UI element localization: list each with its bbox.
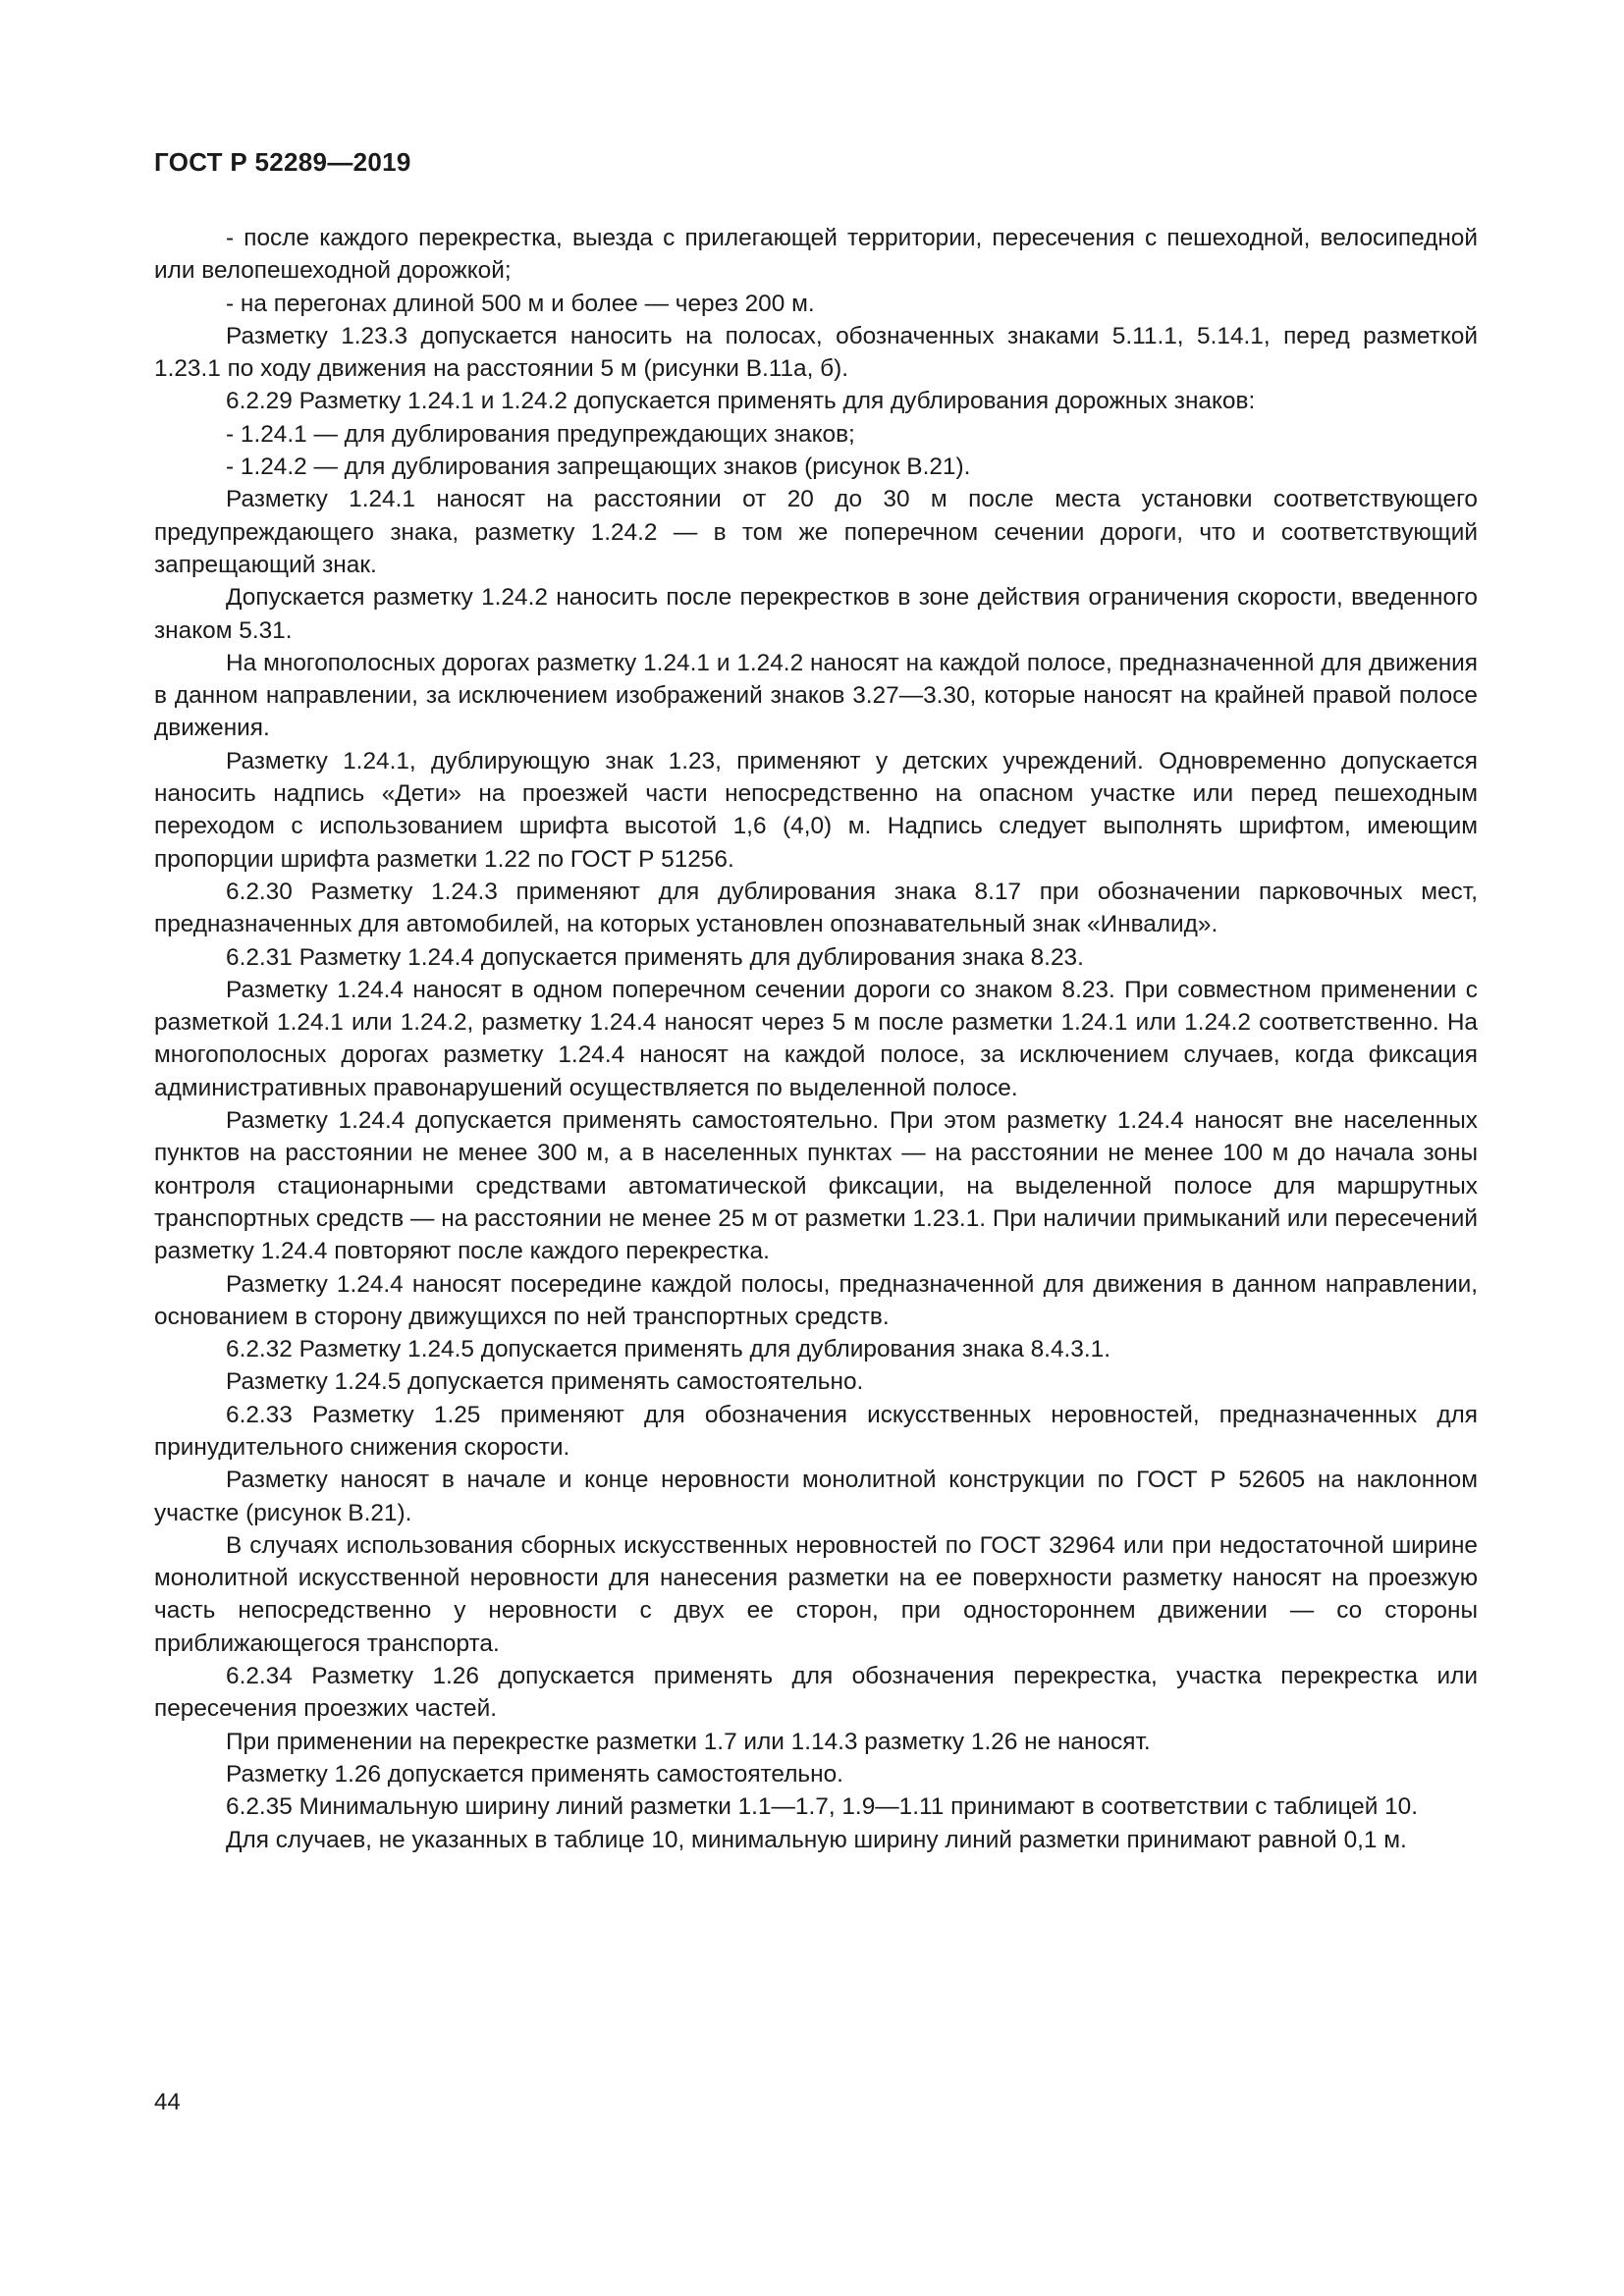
paragraph: 6.2.34 Разметку 1.26 допускается применять для обозначения перекрестка, участка перекрестка или пересечения проезжих частей.	[154, 1663, 1478, 1723]
paragraph: Разметку 1.26 допускается применять самостоятельно.	[226, 1760, 843, 1788]
paragraph: Разметку 1.24.4 наносят в одном поперечном сечении дороги со знаком 8.23. При совместном применении с разметкой 1.24.1 или 1.24.2, разметку 1.24.4 наносят через 5 м после разметки 1.24.1 или 1.24.2 соответственно. На многополосных дорогах разметку 1.24.4 наносят на каждой полосе, за исключением случаев, когда фиксация административных правонарушений осуществляется по выделенной полосе.	[154, 976, 1478, 1101]
document-header: ГОСТ Р 52289—2019	[154, 147, 411, 177]
paragraph: - после каждого перекрестка, выезда с прилегающей территории, пересечения с пешеходной, велосипедной или велопешеходной дорожкой;	[154, 225, 1478, 285]
paragraph: 6.2.29 Разметку 1.24.1 и 1.24.2 допускается применять для дублирования дорожных знаков:	[226, 388, 1256, 415]
paragraph: - 1.24.1 — для дублирования предупреждающих знаков;	[226, 420, 855, 448]
paragraph: 6.2.32 Разметку 1.24.5 допускается применять для дублирования знака 8.4.3.1.	[226, 1336, 1110, 1363]
paragraph: Для случаев, не указанных в таблице 10, минимальную ширину линий разметки принимают равной 0,1 м.	[226, 1826, 1407, 1853]
paragraph: Разметку 1.24.1 наносят на расстоянии от 20 до 30 м после места установки соответствующего предупреждающего знака, разметку 1.24.2 — в том же поперечном сечении дороги, что и соответствующий запрещающий знак.	[154, 486, 1478, 578]
paragraph: 6.2.30 Разметку 1.24.3 применяют для дублирования знака 8.17 при обозначении парковочных мест, предназначенных для автомобилей, на которых установлен опознавательный знак «Инвалид».	[154, 878, 1478, 938]
page-number: 44	[154, 2089, 181, 2115]
paragraph: 6.2.33 Разметку 1.25 применяют для обозначения искусственных неровностей, предназначенных для принудительного снижения скорости.	[154, 1401, 1478, 1461]
paragraph: Разметку 1.24.4 наносят посередине каждой полосы, предназначенной для движения в данном направлении, основанием в сторону движущихся по ней транспортных средств.	[154, 1270, 1478, 1330]
paragraph: Разметку 1.24.5 допускается применять самостоятельно.	[226, 1368, 864, 1396]
paragraph: Допускается разметку 1.24.2 наносить после перекрестков в зоне действия ограничения скорости, введенного знаком 5.31.	[154, 584, 1478, 644]
paragraph: На многополосных дорогах разметку 1.24.1 и 1.24.2 наносят на каждой полосе, предназначенной для движения в данном направлении, за исключением изображений знаков 3.27—3.30, которые наносят на крайней правой полосе движения.	[154, 649, 1478, 742]
document-body	[154, 222, 1478, 1856]
paragraph: Разметку 1.23.3 допускается наносить на полосах, обозначенных знаками 5.11.1, 5.14.1, перед разметкой 1.23.1 по ходу движения на расстоянии 5 м (рисунки В.11а, б).	[154, 322, 1478, 383]
paragraph: При применении на перекрестке разметки 1.7 или 1.14.3 разметку 1.26 не наносят.	[226, 1728, 1151, 1755]
paragraph: Разметку 1.24.1, дублирующую знак 1.23, применяют у детских учреждений. Одновременно допускается наносить надпись «Дети» на проезжей части непосредственно на опасном участке или перед пешеходным переходом с использованием шрифта высотой 1,6 (4,0) м. Надпись следует выполнять шрифтом, имеющим пропорции шрифта разметки 1.22 по ГОСТ Р 51256.	[154, 747, 1478, 873]
paragraph: 6.2.35 Минимальную ширину линий разметки 1.1—1.7, 1.9—1.11 принимают в соответствии с таблицей 10.	[226, 1793, 1419, 1821]
paragraph: - 1.24.2 — для дублирования запрещающих знаков (рисунок В.21).	[226, 454, 971, 481]
paragraph: 6.2.31 Разметку 1.24.4 допускается применять для дублирования знака 8.23.	[226, 943, 1084, 971]
paragraph: В случаях использования сборных искусственных неровностей по ГОСТ 32964 или при недостаточной ширине монолитной искусственной неровности для нанесения разметки на ее поверхности разметку наносят на проезжую часть непосредственно у неровности с двух ее сторон, при одностороннем движении — со стороны приближающегося транспорта.	[154, 1531, 1478, 1657]
paragraph: - на перегонах длиной 500 м и более — через 200 м.	[226, 290, 815, 317]
paragraph: Разметку 1.24.4 допускается применять самостоятельно. При этом разметку 1.24.4 наносят вне населенных пунктов на расстоянии не менее 300 м, а в населенных пунктах — на расстоянии не менее 100 м до начала зоны контроля стационарными средствами автоматической фиксации, на выделенной полосе для маршрутных транспортных средств — на расстоянии не менее 25 м от разметки 1.23.1. При наличии примыканий или пересечений разметку 1.24.4 повторяют после каждого перекрестка.	[154, 1107, 1478, 1265]
paragraph: Разметку наносят в начале и конце неровности монолитной конструкции по ГОСТ Р 52605 на наклонном участке (рисунок В.21).	[154, 1467, 1478, 1526]
